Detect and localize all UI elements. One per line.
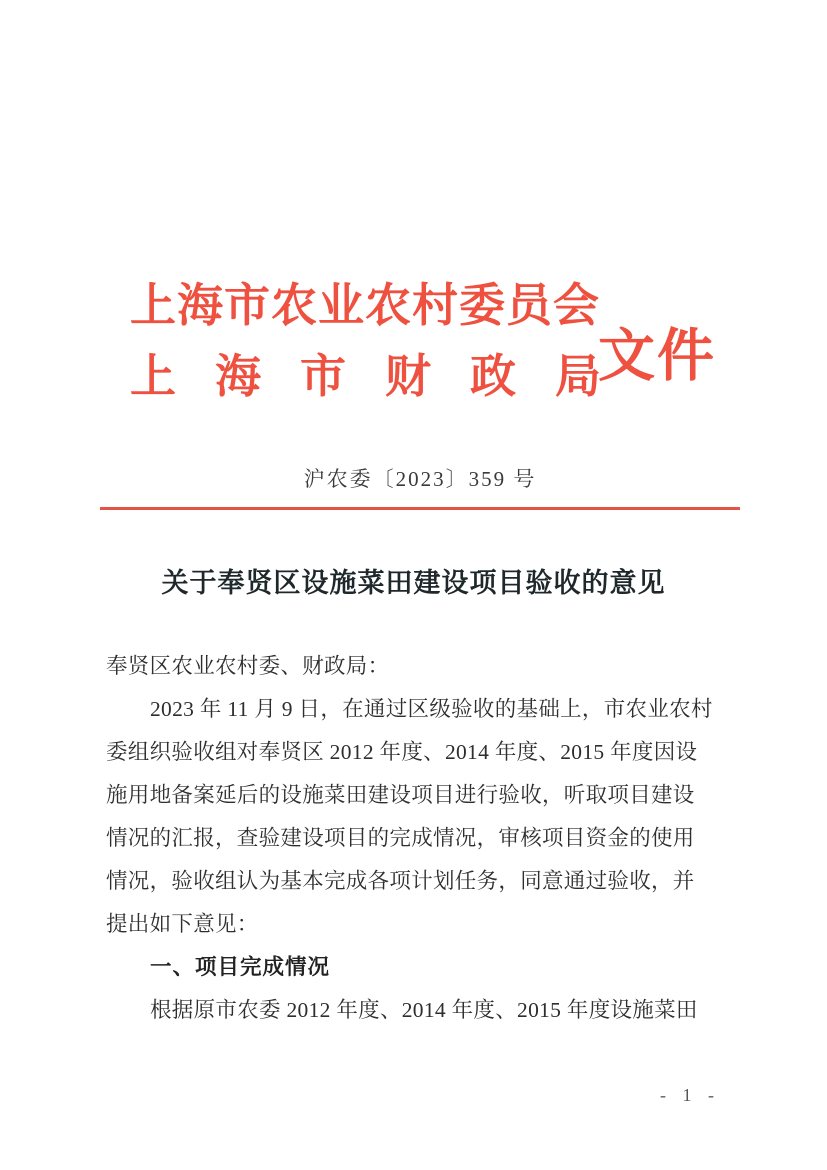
org-name-line1: 上海市农业农村委员会 — [130, 280, 600, 331]
doc-type-label: 文件 — [598, 325, 716, 388]
letterhead — [130, 281, 730, 402]
paragraph-line: 情况的汇报，查验建设项目的完成情况，审核项目资金的使用 — [106, 826, 695, 850]
paragraph-line: 委组织验收组对奉贤区 2012 年度、2014 年度、2015 年度因设 — [106, 740, 698, 764]
document-number: 沪农委〔2023〕359 号 — [303, 467, 537, 491]
paragraph-line: 施用地备案延后的设施菜田建设项目进行验收，听取项目建设 — [106, 783, 695, 807]
section-heading: 一、项目完成情况 — [150, 955, 331, 979]
salutation-line: 奉贤区农业农村委、财政局： — [106, 654, 390, 678]
document-body — [106, 645, 746, 1032]
org-name-line2: 上海市财政局 — [130, 351, 640, 402]
paragraph-line: 情况，验收组认为基本完成各项计划任务，同意通过验收，并 — [106, 869, 695, 893]
page-number: - 1 - — [660, 1085, 720, 1105]
paragraph-line: 提出如下意见： — [106, 912, 259, 936]
paragraph-line: 2023 年 11 月 9 日，在通过区级验收的基础上，市农业农村 — [150, 697, 713, 721]
red-divider-line — [100, 507, 740, 510]
paragraph-line: 根据原市农委 2012 年度、2014 年度、2015 年度设施菜田 — [150, 998, 698, 1022]
document-title: 关于奉贤区设施菜田建设项目验收的意见 — [161, 568, 666, 598]
